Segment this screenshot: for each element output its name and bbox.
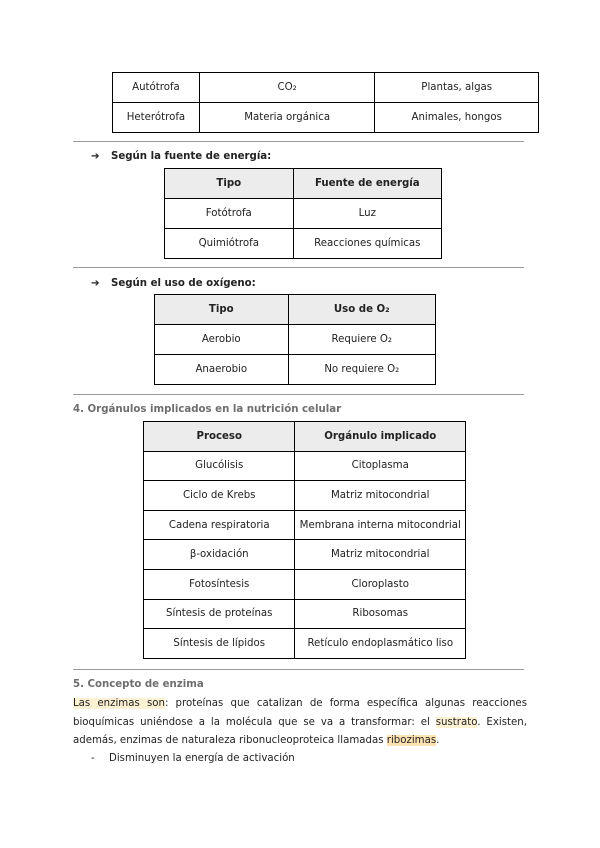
table-cell: Citoplasma bbox=[295, 451, 466, 481]
table-cell: CO₂ bbox=[199, 73, 375, 103]
enzyme-paragraph bbox=[73, 695, 527, 751]
table-row bbox=[113, 103, 539, 133]
list-item-text: Disminuyen la energía de activación bbox=[109, 753, 295, 764]
arrow-icon: ➔ bbox=[91, 151, 100, 162]
energy-source-table bbox=[164, 168, 442, 259]
bullet-energy bbox=[91, 151, 271, 162]
divider bbox=[73, 394, 524, 395]
table-header-row bbox=[144, 422, 466, 452]
table-header-row bbox=[165, 169, 442, 199]
table-cell: Fotosíntesis bbox=[144, 569, 295, 599]
table-row bbox=[144, 510, 466, 540]
table-cell: Ribosomas bbox=[295, 599, 466, 629]
table-cell: Glucólisis bbox=[144, 451, 295, 481]
bullet-oxygen bbox=[91, 278, 256, 289]
organelles-table bbox=[143, 421, 466, 659]
table-row bbox=[165, 199, 442, 229]
column-header: Proceso bbox=[144, 422, 295, 452]
column-header: Tipo bbox=[155, 295, 289, 325]
bullet-label: Según la fuente de energía: bbox=[111, 151, 272, 162]
term-highlight: sustrato bbox=[435, 716, 478, 728]
paragraph-text: . bbox=[436, 735, 440, 746]
paragraph-text: : proteínas que catalizan de forma específica algunas reacciones bioquímicas uniéndose a la molécula que se va a transformar: el bbox=[73, 698, 528, 728]
table-cell: Luz bbox=[293, 199, 441, 229]
carbon-source-table bbox=[112, 72, 539, 133]
table-row bbox=[165, 229, 442, 259]
table-row bbox=[144, 540, 466, 570]
table-cell: Fotótrofa bbox=[165, 199, 294, 229]
table-cell: Matriz mitocondrial bbox=[295, 481, 466, 511]
table-cell: Síntesis de proteínas bbox=[144, 599, 295, 629]
table-cell: Autótrofa bbox=[113, 73, 200, 103]
term-highlight: Las enzimas son bbox=[73, 698, 165, 709]
section-heading: 4. Orgánulos implicados en la nutrición celular bbox=[73, 404, 342, 415]
column-header: Fuente de energía bbox=[293, 169, 441, 199]
divider bbox=[73, 669, 524, 670]
table-cell: Reacciones químicas bbox=[293, 229, 441, 259]
table-row bbox=[144, 569, 466, 599]
divider bbox=[73, 267, 524, 268]
column-header: Tipo bbox=[165, 169, 294, 199]
oxygen-use-table bbox=[154, 294, 436, 385]
list-marker: - bbox=[91, 753, 95, 764]
paragraph-text: . Existen, además, enzimas de naturaleza ribonucleoproteica llamadas bbox=[73, 716, 527, 746]
table-row bbox=[144, 451, 466, 481]
table-cell: Síntesis de lípidos bbox=[144, 629, 295, 659]
table-cell: Ciclo de Krebs bbox=[144, 481, 295, 511]
table-cell: No requiere O₂ bbox=[288, 355, 435, 385]
table-row bbox=[144, 599, 466, 629]
table-cell: Membrana interna mitocondrial bbox=[295, 510, 466, 540]
list-item bbox=[91, 753, 295, 764]
divider bbox=[73, 141, 524, 142]
section-heading: 5. Concepto de enzima bbox=[73, 679, 204, 690]
table-cell: Animales, hongos bbox=[375, 103, 539, 133]
table-cell: Quimiótrofa bbox=[165, 229, 294, 259]
table-row bbox=[113, 73, 539, 103]
table-row bbox=[155, 325, 436, 355]
arrow-icon: ➔ bbox=[91, 278, 100, 289]
table-row bbox=[144, 629, 466, 659]
table-cell: Aerobio bbox=[155, 325, 289, 355]
table-cell: Cadena respiratoria bbox=[144, 510, 295, 540]
table-cell: Heterótrofa bbox=[113, 103, 200, 133]
column-header: Uso de O₂ bbox=[288, 295, 435, 325]
table-cell: Retículo endoplasmático liso bbox=[295, 629, 466, 659]
table-row bbox=[144, 481, 466, 511]
table-cell: Plantas, algas bbox=[375, 73, 539, 103]
table-cell: Anaerobio bbox=[155, 355, 289, 385]
bullet-label: Según el uso de oxígeno: bbox=[111, 278, 256, 289]
column-header: Orgánulo implicado bbox=[295, 422, 466, 452]
table-cell: Materia orgánica bbox=[199, 103, 375, 133]
table-row bbox=[155, 355, 436, 385]
term-highlight: ribozimas bbox=[386, 735, 437, 746]
table-cell: Matriz mitocondrial bbox=[295, 540, 466, 570]
table-cell: Requiere O₂ bbox=[288, 325, 435, 355]
table-cell: Cloroplasto bbox=[295, 569, 466, 599]
table-cell: β-oxidación bbox=[144, 540, 295, 570]
table-header-row bbox=[155, 295, 436, 325]
